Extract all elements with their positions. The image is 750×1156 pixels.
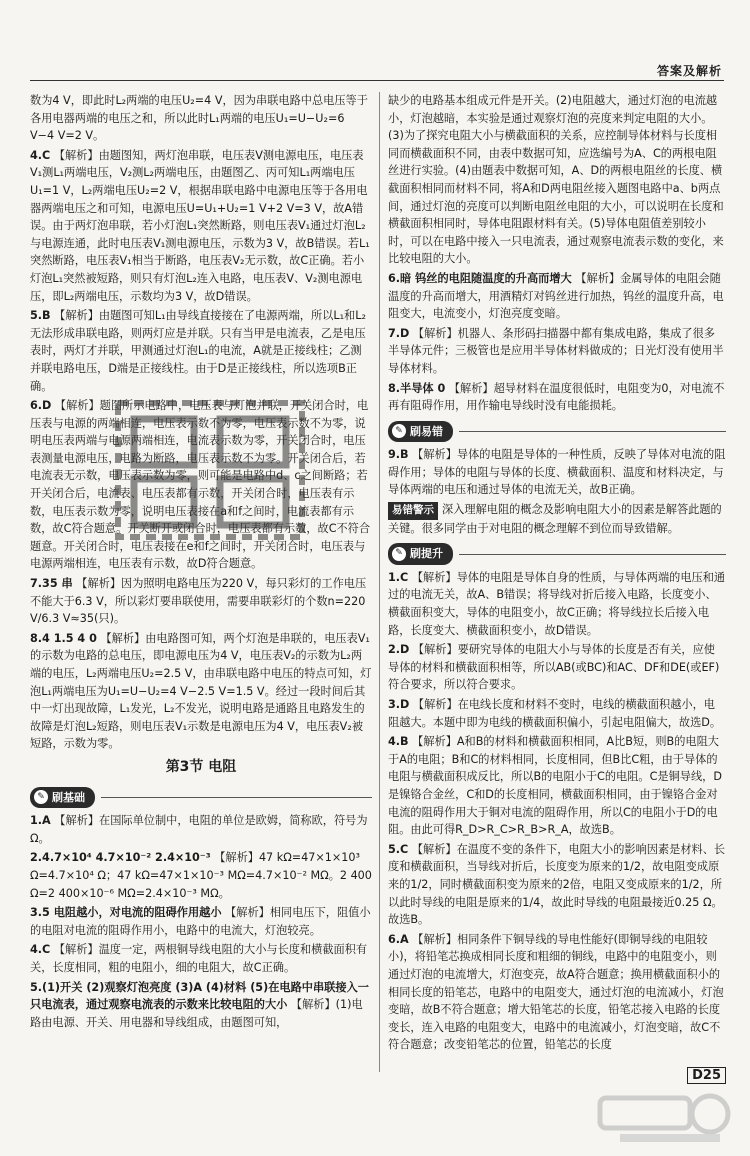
answer-number: 6.D bbox=[30, 399, 52, 413]
answer-text: 【解析】(1)电路由电源、开关、用电器和导线组成，由题图可知， bbox=[30, 998, 363, 1029]
banner-mistake-label: 刷易错 bbox=[410, 424, 443, 438]
answer-text: 【解析】由题图知，两灯泡串联，电压表V测电源电压，电压表V₁测L₁两端电压，V₂测L₂两端电压，由题图乙、丙可知L₁两端电压U₁=1 V，L₂两端电压U₂=2 V，根据串联电路中电源电压等于各用电器两端电压之和可知，电源电压U=U₁+U₂=1 V+2 V=3 V，故A错误。由于两灯泡串联，若小灯泡L₁突然断路，则电压表V₁通过灯泡L₂与电源连通，此时电压表V₁测电源电压，示数为3 V，故B错误。若L₁突然断路，电压表V₁相当于断路，电压表V₂无示数，故C正确。若小灯泡L₁突然被短路，则只有灯泡L₂连入电路，电压表V、V₂测电源电压，即L₂两端电压，示数均为3 V，故D错误。 bbox=[30, 148, 370, 303]
answer-item bbox=[388, 501, 726, 537]
answer-number: 7.D bbox=[388, 326, 410, 340]
page-header-title: 答案及解析 bbox=[656, 64, 722, 78]
answer-number: 2.4.7×10⁴ 4.7×10⁻² 2.4×10⁻³ bbox=[30, 851, 211, 865]
tip-tag: 易错警示 bbox=[388, 502, 438, 520]
answer-number: 7.35 串 bbox=[30, 577, 73, 591]
banner-improve-label: 刷提升 bbox=[410, 547, 443, 561]
right-after-items bbox=[388, 569, 726, 1054]
answer-item bbox=[30, 849, 372, 902]
answer-number: 6.暗 钨丝的电阻随温度的升高而增大 bbox=[388, 271, 572, 285]
answer-item bbox=[388, 380, 726, 415]
answer-text: 【解析】温度一定，两根铜导线电阻的大小与长度和横截面积有关，长度相同，粗的电阻小，细的电阻大，故C正确。 bbox=[30, 943, 368, 974]
answer-number: 3.D bbox=[388, 698, 410, 711]
answer-item bbox=[30, 630, 372, 753]
pencil-icon: ✎ bbox=[392, 547, 406, 561]
left-after-items bbox=[30, 812, 372, 1031]
answer-item bbox=[30, 979, 372, 1032]
answer-text: 深入理解电阻的概念及影响电阻大小的因素是解答此题的关键。很多同学由于对电阻的概念理解不到位而导致错解。 bbox=[388, 503, 722, 535]
right-column bbox=[388, 92, 726, 1072]
banner-rule bbox=[101, 797, 372, 798]
answer-text: 【解析】超导材料在温度很低时，电阻变为0，对电流不再有阻碍作用，用作输电导线时没有电能损耗。 bbox=[388, 381, 725, 413]
answer-item bbox=[30, 941, 372, 976]
answer-item bbox=[388, 270, 726, 323]
answer-text: 【解析】相同电压下，阻值小的电阻对电流的阻碍作用小，电路中的电流大，灯泡较亮。 bbox=[30, 906, 371, 937]
right-banner-row-1 bbox=[388, 417, 726, 447]
answer-text: 【解析】题图所示电路中，电压表与灯泡并联，开关闭合时，电压表与电源的两端相连，电压表示数不为零，电压表示数不为零，说明电压表两端与电源两端相连，电流表示数为零，开关闭合时，电压表测量电源电压，电路为断路，电压表示数不为零。开关闭合后，若电流表无示数，电压表示数为零，则可能是电路中d、c之间断路；若开关闭合后，电流表、电压表都有示数，开关闭合时，电压表有示数，电压表示数为零，说明电压表接在a和f之间时，电流表都有示数，故C符合题意。开关断开或闭合时，电压表都有示数，故C不符合题意。开关闭合时，电压表接在e和f之间时，开关闭合时，电压表与电源两端相连，电压表有示数，故D符合题意。 bbox=[30, 399, 371, 571]
answer-number: 4.B bbox=[388, 735, 409, 749]
answer-text: 【解析】导体的电阻是导体的一种性质，反映了导体对电流的阻碍作用；导体的电阻与导体的长度、横截面积、温度和材料决定，与导体两端的电压和通过导体的电流无关，故B正确。 bbox=[388, 448, 726, 497]
watermark-logo-icon bbox=[590, 1088, 740, 1148]
answer-number: 5.(1)开关 (2)观察灯泡亮度 (3)A (4)材料 (5)在电路中串联接入一只电流表，通过观察电流表的示数来比较电阻的大小 bbox=[30, 980, 369, 1012]
answer-number: 9.B bbox=[388, 448, 409, 462]
answer-text: 数为4 V，即此时L₂两端的电压U₂=4 V，因为串联电路中总电压等于各用电器两端的电压之和，所以此时L₁两端的电压U₁=U−U₂=6 V−4 V=2 V。 bbox=[30, 94, 368, 143]
answer-text: 缺少的电路基本组成元件是开关。(2)电阻越大，通过灯泡的电流越小，灯泡越暗，本实验是通过观察灯泡的亮度来判定电阻的大小。(3)为了探究电阻大小与横截面积的关系，应控制导体材料与长度相同而横截面积不同，由表中数据可知，应选编号为A、C的两根电阻丝进行实验。(4)由题表中数据可知，A、D的两根电阻丝的长度、横截面积相同而材料不同，将A和D两电阻丝接入题图电路中a、b两点间，通过灯泡的亮度可以判断电阻丝电阻的大小，可以说明在长度和横截面积相同时，导体电阻跟材料有关。(5)导体电阻值差别较小时，可以在电路中接入一只电流表，通过观察电流表示数的变化，来比较电阻的大小。 bbox=[388, 94, 724, 266]
answer-text: 【解析】相同条件下铜导线的导电性能好(即铜导线的电阻较小)，将铅笔芯换成相同长度和粗细的铜线，电路中的电阻变小，则通过灯泡的电流增大，灯泡变亮，故A符合题意；换用横截面积小的相同长度的铅笔芯，电路中的电阻变大，通过灯泡的电流减小，灯泡变暗，故B不符合题意；增大铅笔芯的长度，铅笔芯接入电路的长度变长，连入电路的电阻变大，电路中的电流减小，灯泡变暗，故C不符合题意；改变铅笔芯的位置，铅笔芯的长度 bbox=[388, 932, 724, 1052]
watermark-stamp-icon bbox=[110, 395, 310, 545]
answer-text: 【解析】机器人、条形码扫描器中都有集成电路，集成了很多半导体元件；三极管也是应用半导体材料做成的；日光灯没有使用半导体材料。 bbox=[388, 326, 724, 375]
answer-number: 1.C bbox=[388, 570, 409, 584]
answer-item bbox=[388, 446, 726, 499]
answer-text: 【解析】金属导体的电阻会随温度的升高而增大，用酒精灯对钨丝进行加热，钨丝的温度升高，电阻变大，电流变小，灯泡亮度变暗。 bbox=[388, 271, 724, 321]
answer-item bbox=[388, 641, 726, 694]
right-items bbox=[388, 92, 726, 415]
answer-text: 【解析】由题图可知L₁由导线直接接在了电源两端，所以L₁和L₂无法形成串联电路，则两灯应是并联。只有当甲是电流表，乙是电压表时，两灯才并联，甲测通过灯泡L₁的电流，A就是正接线柱；乙测并联电路电压，D端是正接线柱。由于D是正接线柱，所以选项B正确。 bbox=[30, 309, 366, 393]
banner-mistake bbox=[388, 421, 453, 443]
answer-item bbox=[30, 575, 372, 628]
pencil-icon: ✎ bbox=[34, 790, 48, 804]
answer-number: 4.C bbox=[30, 148, 51, 162]
answer-item bbox=[388, 931, 726, 1054]
answer-item bbox=[388, 841, 726, 929]
right-mid-items bbox=[388, 446, 726, 537]
header-rule bbox=[30, 80, 724, 81]
answer-number: 2.D bbox=[388, 643, 410, 657]
banner-basic-label: 刷基础 bbox=[52, 790, 85, 804]
answer-item bbox=[388, 92, 726, 268]
answer-number: 8.4 1.5 4 0 bbox=[30, 631, 97, 645]
answer-item bbox=[30, 904, 372, 939]
answer-item bbox=[388, 733, 726, 839]
answer-item bbox=[388, 696, 726, 731]
answer-text: 【解析】A和B的材料和横截面积相同，A比B短，则B的电阻大于A的电阻；B和C的材料相同，长度相同，但B比C粗，由于导体的电阻与横截面积成反比，所以B的电阻小于C的电阻。C是铜导线，D是镍铬合金丝，C和D的长度相同，横截面积相同，由于镍铬合金对电流的阻碍作用大于铜对电流的阻碍作用，所以C的电阻小于D的电阻。由此可得R_D>R_C>R_B>R_A，故选B。 bbox=[388, 735, 722, 837]
banner-rule bbox=[459, 554, 726, 555]
answer-text: 【解析】由电路图可知，两个灯泡是串联的，电压表V₁的示数为电路的总电压，即电源电压为4 V，电压表V₂的示数为L₂两端的电压，L₂两端电压U₂=2.5 V，由串联电路中电压的特点可知，灯泡L₁两端电压为U₁=U−U₂=4 V−2.5 V=1.5 V。经过一段时间后其中一灯出现故障，L₁发光，L₂不发光，说明电路是通路且电路发生的故障是灯泡L₂短路，则电压表V₁示数是电源电压为4 V，电压表V₂被短路，示数为零。 bbox=[30, 631, 372, 751]
left-column bbox=[30, 92, 372, 1072]
answer-item bbox=[388, 325, 726, 378]
banner-rule bbox=[459, 431, 726, 432]
answer-text: 【解析】在电线长度和材料不变时，电线的横截面积越小，电阻越大。本题中即为电线的横截面积偏小，引起电阻偏大，故选D。 bbox=[388, 698, 722, 729]
answer-text: 【解析】要研究导体的电阻大小与导体的长度是否有关，应使导体的材料和横截面积相等，所以AB(或BC)和AC、DF和DE(或EF)符合要求，所以符合要求。 bbox=[388, 643, 720, 692]
answer-number: 5.C bbox=[388, 842, 409, 856]
page-number: D25 bbox=[687, 1067, 726, 1084]
answer-text: 【解析】在温度不变的条件下，电阻大小的影响因素是材料、长度和横截面积，当导线对折后，长度变为原来的1/2，故电阻变成原来的1/2，同时横截面积变为原来的2倍，电阻又变成原来的1/2，所以此时导线的电阻是原来的1/4，故此时导线的电阻最接近0.25 Ω。故选B。 bbox=[388, 842, 726, 927]
answer-text: 【解析】在国际单位制中，电阻的单位是欧姆，简称欧，符号为Ω。 bbox=[30, 814, 368, 845]
answer-number: 5.B bbox=[30, 309, 51, 323]
answer-item bbox=[30, 812, 372, 847]
column-divider bbox=[379, 92, 380, 1072]
banner-basic bbox=[30, 787, 95, 809]
right-banner-row-2 bbox=[388, 539, 726, 569]
answer-item bbox=[30, 307, 372, 395]
answer-text: 【解析】47 kΩ=47×1×10³ Ω=4.7×10⁴ Ω；47 kΩ=47×1×10⁻³ MΩ=4.7×10⁻² MΩ。2 400 Ω=2 400×10⁻⁶ MΩ=2.4×10⁻³ MΩ。 bbox=[30, 851, 372, 900]
left-banner-row bbox=[30, 783, 372, 813]
answer-text: 【解析】因为照明电路电压为220 V，每只彩灯的工作电压不能大于6.3 V，所以彩灯要串联使用，需要串联彩灯的个数n=220 V/6.3 V≈35(只)。 bbox=[30, 577, 367, 626]
answer-number: 8.半导体 0 bbox=[388, 381, 446, 395]
pencil-icon: ✎ bbox=[392, 424, 406, 438]
answer-text: 【解析】导体的电阻是导体自身的性质，与导体两端的电压和通过的电流无关，故A、B错误；将导线对折后接入电路，长度变小、横截面积变大，导体的电阻变小，故C正确；将导线拉长后接入电路，长度变大、横截面积变小，故D错误。 bbox=[388, 570, 726, 637]
answer-number: 6.A bbox=[388, 932, 409, 946]
answer-number: 4.C bbox=[30, 943, 51, 957]
answer-item bbox=[30, 147, 372, 305]
banner-improve bbox=[388, 543, 453, 565]
answer-item bbox=[30, 92, 372, 145]
answer-number: 3.5 电阻越小，对电流的阻碍作用越小 bbox=[30, 906, 222, 920]
answer-item bbox=[388, 569, 726, 639]
section-title: 第3节 电阻 bbox=[165, 758, 237, 775]
answer-number: 1.A bbox=[30, 814, 51, 828]
